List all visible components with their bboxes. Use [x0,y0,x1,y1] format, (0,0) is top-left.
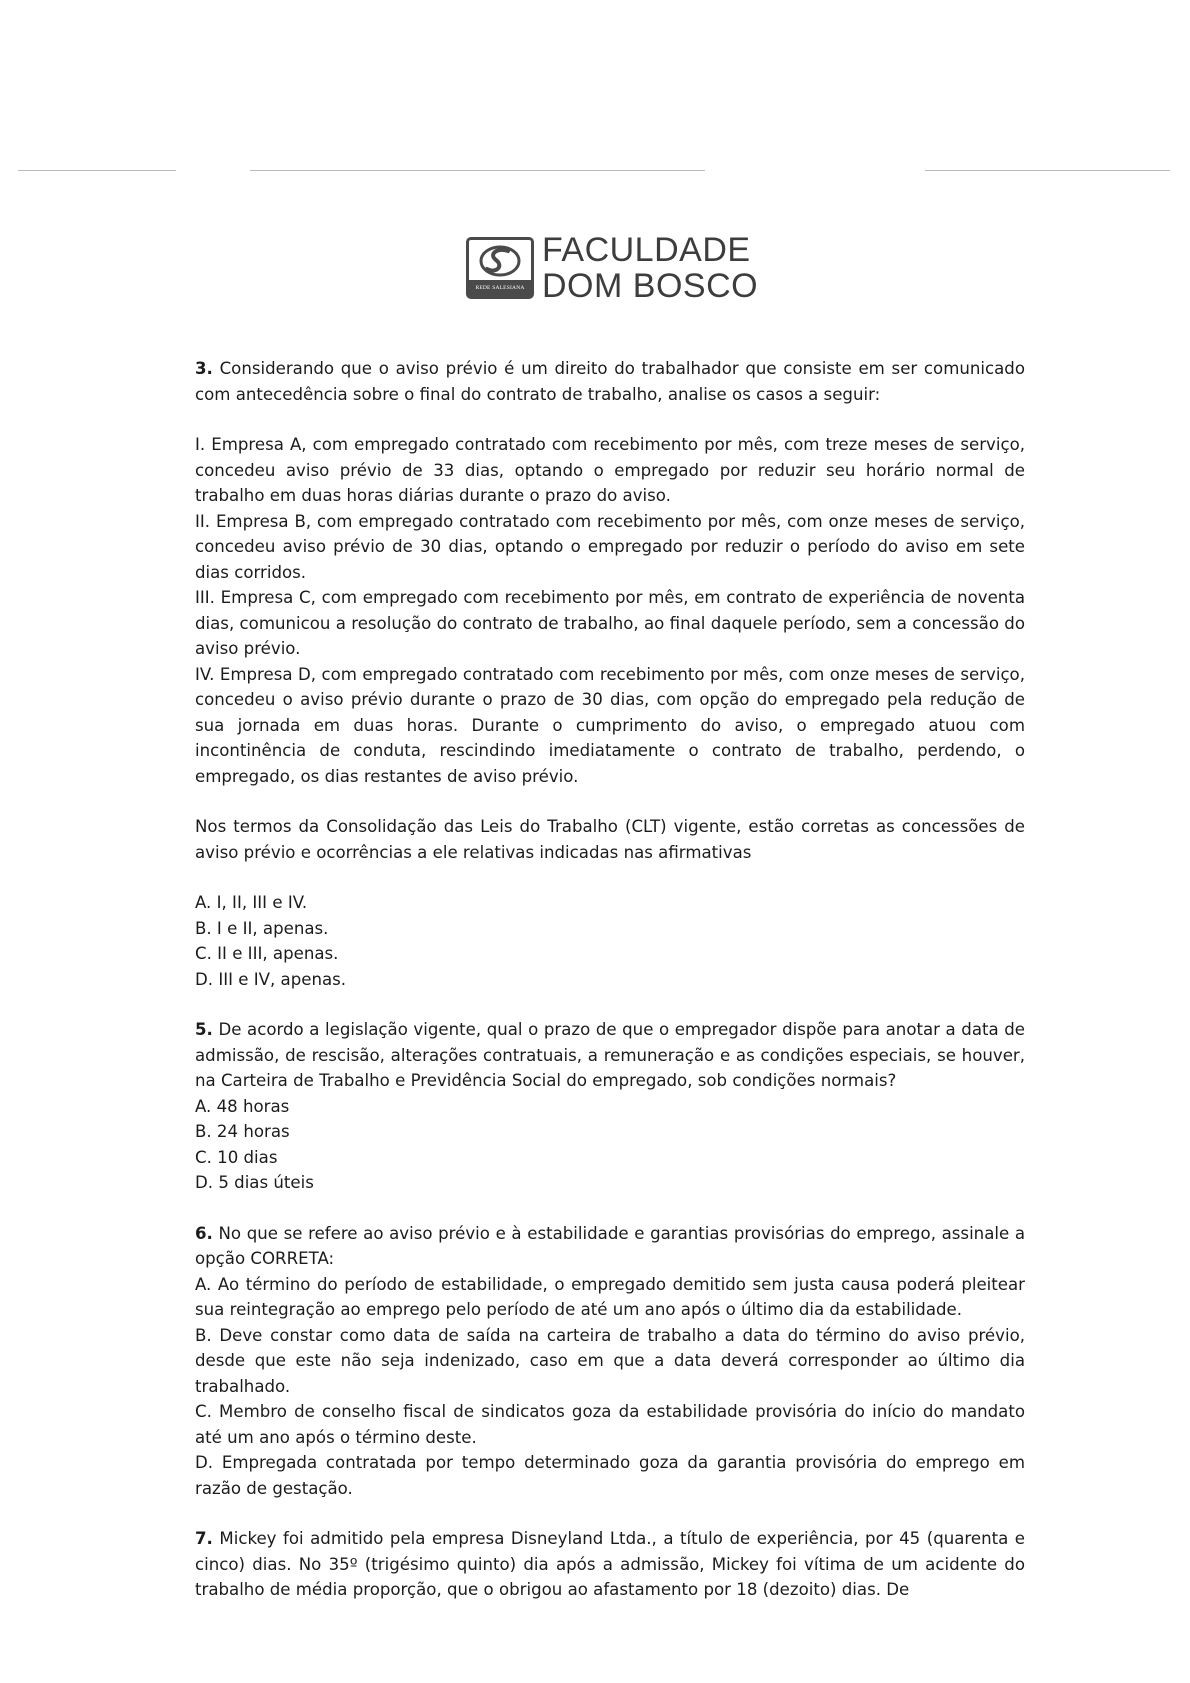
spacer [195,1196,1025,1221]
logo-band-text: REDE SALESIANA [469,280,531,296]
question-3-item-3: III. Empresa C, com empregado com recebimento por mês, em contrato de experiência de noventa dias, comunicou a resolução do contrato de trabalho, ao final daquele período, sem a concessão do aviso prévio. [195,588,1025,658]
logo-line-1: FACULDADE [542,231,751,269]
question-3-item-4: IV. Empresa D, com empregado contratado com recebimento por mês, com onze meses de serviço, concedeu o aviso prévio durante o prazo de 30 dias, com opção do empregado pela redução de sua jornada em duas horas. Durante o cumprimento do aviso, o empregado atuou com incontinência de conduta, rescindindo imediatamente o contrato de trabalho, perdendo, o empregado, os dias restantes de aviso prévio. [195,664,1025,786]
question-3-prompt: Nos termos da Consolidação das Leis do Trabalho (CLT) vigente, estão corretas as concessões de aviso prévio e ocorrências a ele relativas indicadas nas afirmativas [195,817,1025,862]
question-3-option-a: A. I, II, III e IV. [195,893,308,912]
question-7-number: 7. [195,1529,213,1548]
logo-emblem-icon [466,237,534,299]
spacer [195,407,1025,432]
scan-line-right [925,170,1170,171]
scan-line-left [18,170,176,171]
scan-line-center [250,170,705,171]
question-3-number: 3. [195,359,213,378]
question-5-option-c: C. 10 dias [195,1147,278,1167]
spacer [195,992,1025,1017]
question-3-item-2: II. Empresa B, com empregado contratado com recebimento por mês, com onze meses de serviço, concedeu aviso prévio de 30 dias, optando o empregado por reduzir o período do aviso em sete dias corridos. [195,511,1025,582]
question-3-item-1: I. Empresa A, com empregado contratado com recebimento por mês, com treze meses de serviço, concedeu aviso prévio de 33 dias, optando o empregado por reduzir seu horário normal de trabalho em duas horas diárias durante o prazo do aviso. [195,435,1025,505]
spacer [195,789,1025,814]
question-7-stem: 7. Mickey foi admitido pela empresa Disneyland Ltda., a título de experiência, por 45 (quarenta e cinco) dias. No 35º (trigésimo quinto) dia após a admissão, Mickey foi vítima de um acidente do trabalho de média proporção, que o obrigou ao afastamento por 18 (dezoito) dias. De [195,1529,1026,1599]
spacer [195,1501,1025,1526]
question-6-option-c: C. Membro de conselho fiscal de sindicatos goza da estabilidade provisória do início do mandato até um ano após o término deste. [195,1402,1025,1447]
question-6-option-a: A. Ao término do período de estabilidade, o empregado demitido sem justa causa poderá pleitear sua reintegração ao emprego pelo período de até um ano após o último dia da estabilidade. [195,1274,1025,1319]
question-5-option-b: B. 24 horas [195,1122,290,1141]
question-5-stem: 5. De acordo a legislação vigente, qual o prazo de que o empregador dispõe para anotar a data de admissão, de rescisão, alterações contratuais, a remuneração e as condições especiais, se houver, na Carteira de Trabalho e Previdência Social do empregado, sob condições normais? [195,1020,1026,1090]
question-3-option-c: C. II e III, apenas. [195,944,339,963]
logo-wordmark [542,232,758,304]
spacer [195,865,1025,890]
question-6-option-b: B. Deve constar como data de saída na carteira de trabalho a data do término do aviso prévio, desde que este não seja indenizado, caso em que a data deverá corresponder ao último dia trabalhado. [195,1325,1025,1396]
faculdade-logo [466,232,758,304]
question-3-stem: 3. Considerando que o aviso prévio é um direito do trabalhador que consiste em ser comunicado com antecedência sobre o final do contrato de trabalho, analise os casos a seguir: [195,359,1025,404]
question-6-stem: 6. No que se refere ao aviso prévio e à estabilidade e garantias provisórias do emprego, assinale a opção CORRETA: [195,1223,1025,1268]
question-6-number: 6. [195,1223,213,1243]
question-5-option-d: D. 5 dias úteis [195,1173,314,1192]
question-3-option-d: D. III e IV, apenas. [195,969,347,989]
question-3-option-b: B. I e II, apenas. [195,918,329,938]
logo-line-2: DOM BOSCO [542,267,759,305]
question-6-option-d: D. Empregada contratada por tempo determinado goza da garantia provisória do emprego em razão de gestação. [195,1453,1025,1498]
exam-content [195,356,1025,1603]
question-5-option-a: A. 48 horas [195,1096,290,1116]
question-5-number: 5. [195,1020,213,1039]
